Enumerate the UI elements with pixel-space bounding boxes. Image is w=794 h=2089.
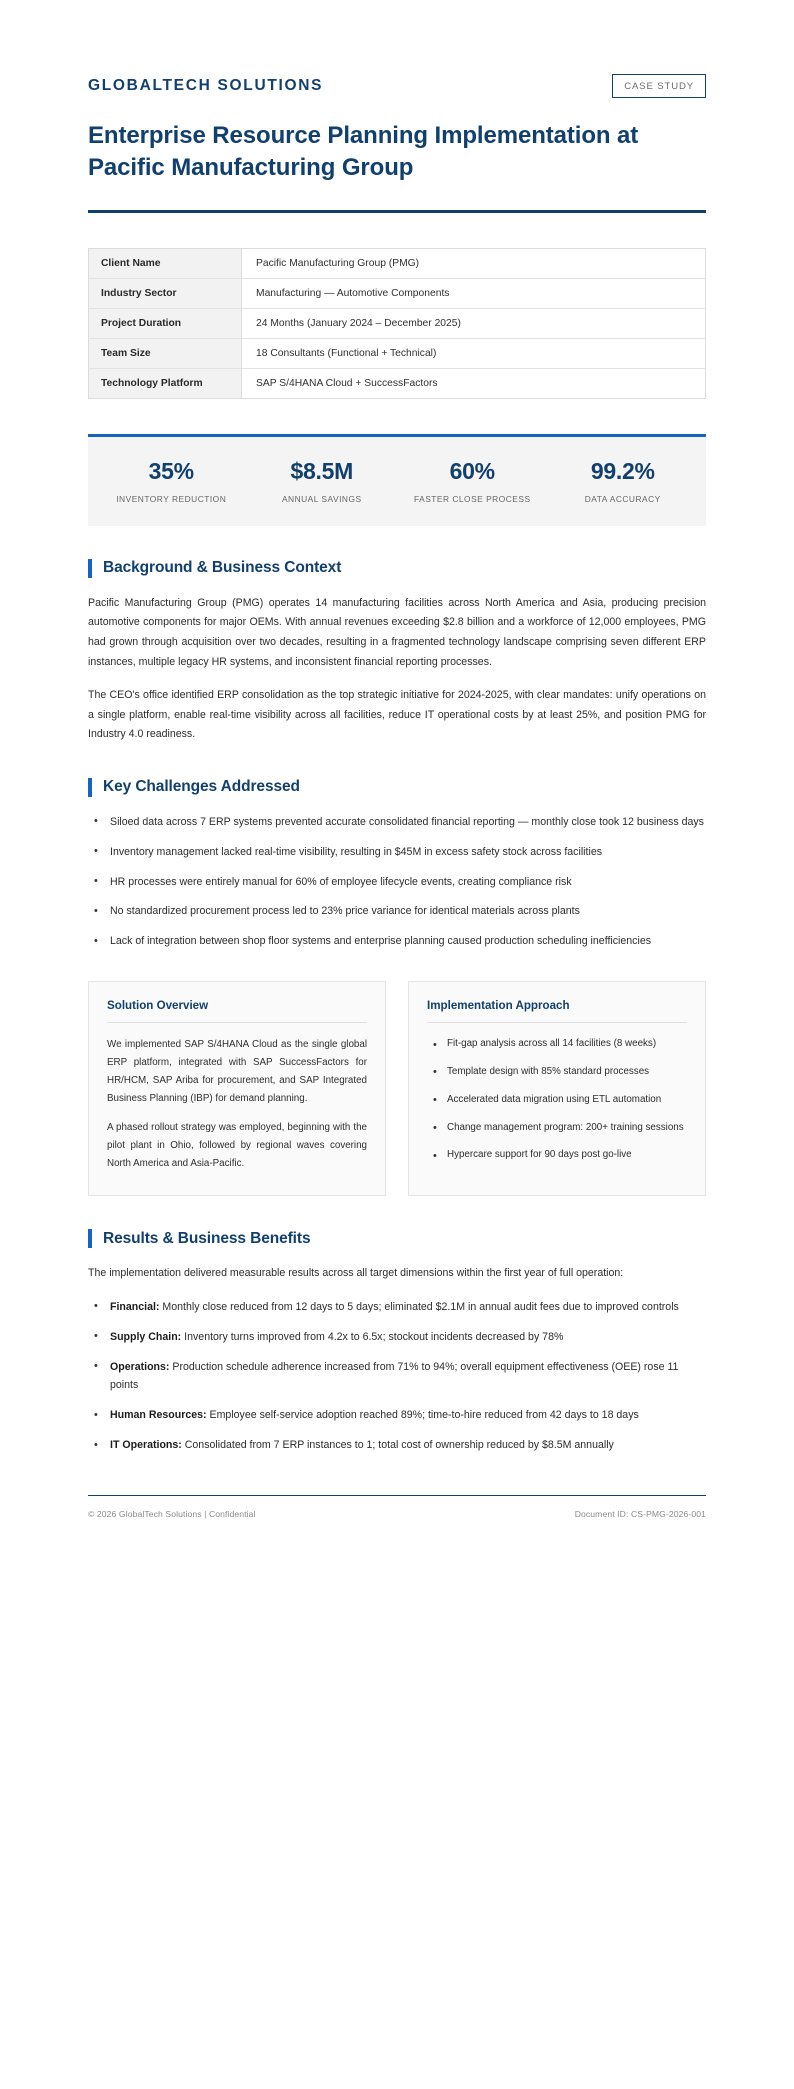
document-header	[88, 74, 706, 98]
list-item: • Lack of integration between shop floor systems and enterprise planning caused production scheduling inefficiencies	[88, 932, 706, 951]
results-list	[88, 1298, 706, 1455]
case-study-badge: CASE STUDY	[612, 74, 706, 98]
list-item	[88, 1298, 706, 1317]
list-item: • No standardized procurement process led to 23% price variance for identical materials across plants	[88, 902, 706, 921]
list-item	[88, 1328, 706, 1347]
section-background	[88, 559, 706, 745]
paragraph: The implementation delivered measurable results across all target dimensions within the first year of full operation:	[88, 1267, 624, 1280]
list-item: • Template design with 85% standard processes	[427, 1064, 687, 1081]
metric-value: 99.2%	[590, 457, 655, 484]
card-implementation-approach	[408, 981, 706, 1196]
metric-label: ANNUAL SAVINGS	[281, 494, 362, 505]
section-title: Background & Business Context	[103, 559, 342, 577]
table-row	[89, 278, 706, 308]
metric-label: FASTER CLOSE PROCESS	[413, 494, 531, 505]
section-heading	[88, 1229, 706, 1248]
accent-bar-icon	[88, 1229, 92, 1248]
title-divider	[88, 210, 706, 213]
detail-cards	[88, 981, 706, 1196]
footer-document-id: Document ID: CS-PMG-2026-001	[574, 1508, 706, 1519]
list-item-text: Monthly close reduced from 12 days to 5 days; eliminated $2.1M in annual audit fees due to improved controls	[162, 1300, 679, 1313]
paragraph: Pacific Manufacturing Group (PMG) operates 14 manufacturing facilities across North America and Asia, producing precision automotive components for major OEMs. With annual revenues exceeding $2.8 billion and a workforce of 12,000 employees, PMG had grown through acquisition over two decades, resulting in a fragmented technology landscape comprising seven different ERP instances, multiple legacy HR systems, and inconsistent financial reporting processes.	[88, 596, 706, 668]
list-item-label: Human Resources:	[110, 1409, 207, 1422]
list-item: • Hypercare support for 90 days post go-live	[427, 1147, 687, 1164]
table-row-label: Project Duration	[89, 308, 242, 338]
table-row-value: 18 Consultants (Functional + Technical)	[256, 347, 437, 359]
card-title: Implementation Approach	[427, 999, 687, 1023]
accent-bar-icon	[88, 778, 92, 797]
metric-value: 60%	[449, 457, 495, 484]
table-row-value: 24 Months (January 2024 – December 2025)	[256, 317, 461, 329]
list-item-text: Consolidated from 7 ERP instances to 1; total cost of ownership reduced by $8.5M annually	[184, 1439, 614, 1452]
section-heading	[88, 778, 706, 797]
table-row	[89, 308, 706, 338]
section-challenges	[88, 778, 706, 951]
metric-annual-savings	[247, 459, 398, 506]
list-item-label: Operations:	[110, 1360, 170, 1373]
metric-data-accuracy	[548, 459, 699, 506]
paragraph: A phased rollout strategy was employed, beginning with the pilot plant in Ohio, followed by regional waves covering North America and Asia-Pacific.	[107, 1122, 367, 1170]
footer-copyright: © 2026 GlobalTech Solutions | Confidential	[88, 1508, 256, 1519]
card-solution-overview	[88, 981, 386, 1196]
key-metrics-bar	[88, 434, 706, 526]
table-row-label: Technology Platform	[89, 368, 242, 398]
table-row	[89, 338, 706, 368]
project-info-table	[88, 248, 706, 399]
metric-label: DATA ACCURACY	[584, 494, 661, 505]
metric-label: INVENTORY REDUCTION	[116, 494, 227, 505]
list-item: • HR processes were entirely manual for 60% of employee lifecycle events, creating compliance risk	[88, 873, 706, 892]
metric-value: 35%	[148, 457, 194, 484]
metric-value: $8.5M	[290, 457, 353, 484]
table-row-value: Pacific Manufacturing Group (PMG)	[256, 257, 420, 269]
list-item: • Fit-gap analysis across all 14 facilities (8 weeks)	[427, 1036, 687, 1053]
company-brand: GLOBALTECH SOLUTIONS	[88, 77, 324, 94]
section-heading	[88, 559, 706, 578]
list-item: • Change management program: 200+ training sessions	[427, 1120, 687, 1137]
metric-inventory-reduction	[96, 459, 247, 506]
paragraph: We implemented SAP S/4HANA Cloud as the single global ERP platform, integrated with SAP SuccessFactors for HR/HCM, SAP Ariba for procurement, and SAP Integrated Business Planning (IBP) for demand planning.	[107, 1039, 367, 1104]
list-item: • Inventory management lacked real-time visibility, resulting in $45M in excess safety stock across facilities	[88, 843, 706, 862]
table-row	[89, 248, 706, 278]
challenges-list	[88, 813, 706, 951]
list-item: • Siloed data across 7 ERP systems prevented accurate consolidated financial reporting — monthly close took 12 business days	[88, 813, 706, 832]
list-item-text: Employee self-service adoption reached 89%; time-to-hire reduced from 42 days to 18 days	[209, 1409, 639, 1422]
list-item-text: Inventory turns improved from 4.2x to 6.5x; stockout incidents decreased by 78%	[184, 1330, 564, 1343]
metric-faster-close	[397, 459, 548, 506]
accent-bar-icon	[88, 559, 92, 578]
paragraph: The CEO's office identified ERP consolidation as the top strategic initiative for 2024-2025, with clear mandates: unify operations on a single platform, enable real-time visibility across all facilities, reduce IT operational costs by at least 25%, and position PMG for Industry 4.0 readiness.	[88, 689, 706, 741]
table-row	[89, 368, 706, 398]
list-item: • Accelerated data migration using ETL automation	[427, 1092, 687, 1109]
document-footer	[88, 1495, 706, 1545]
table-row-value: Manufacturing — Automotive Components	[256, 287, 450, 299]
section-title: Key Challenges Addressed	[103, 778, 300, 796]
page-title: Enterprise Resource Planning Implementation at Pacific Manufacturing Group	[88, 122, 639, 181]
card-title: Solution Overview	[107, 999, 367, 1023]
list-item-label: Supply Chain:	[110, 1330, 182, 1343]
table-row-label: Client Name	[89, 248, 242, 278]
table-row-label: Team Size	[89, 338, 242, 368]
list-item-label: IT Operations:	[110, 1439, 182, 1452]
list-item-text: Production schedule adherence increased from 71% to 94%; overall equipment effectiveness (OEE) rose 11 points	[110, 1360, 679, 1392]
list-item-label: Financial:	[110, 1300, 160, 1313]
table-row-label: Industry Sector	[89, 278, 242, 308]
list-item	[88, 1436, 706, 1455]
list-item	[88, 1406, 706, 1425]
section-results	[88, 1229, 706, 1455]
table-row-value: SAP S/4HANA Cloud + SuccessFactors	[256, 377, 438, 389]
section-title: Results & Business Benefits	[103, 1229, 311, 1247]
approach-list	[427, 1036, 687, 1164]
list-item	[88, 1358, 706, 1396]
